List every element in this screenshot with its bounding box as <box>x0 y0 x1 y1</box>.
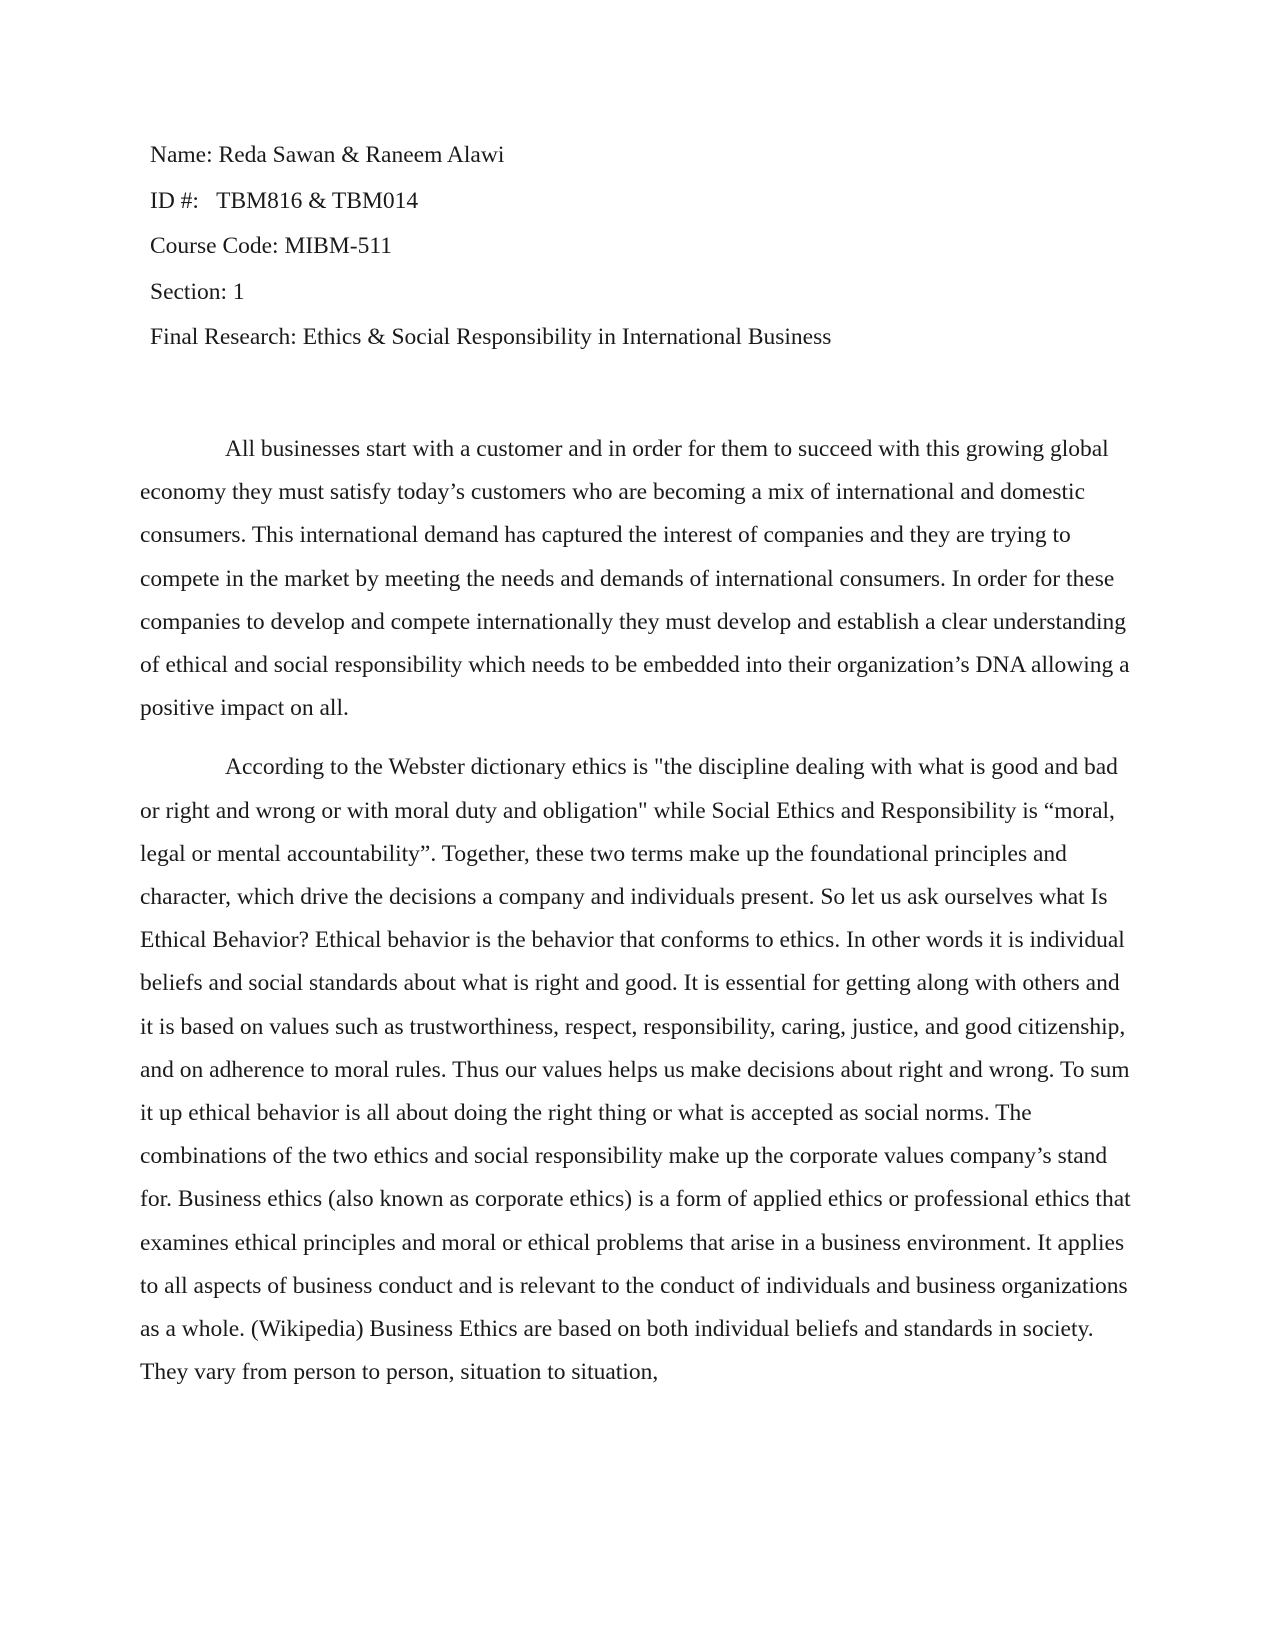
document-body <box>140 428 1133 1410</box>
course-code-line: Course Code: MIBM-511 <box>150 233 392 259</box>
body-paragraph-1: All businesses start with a customer and in order for them to succeed with this growing global economy they must satisfy today’s customers who are becoming a mix of international and domestic consumers. This international demand has captured the interest of companies and they are trying to compete in the market by meeting the needs and demands of international consumers. In order for these companies to develop and compete internationally they must develop and establish a clear understanding of ethical and social responsibility which needs to be embedded into their organization’s DNA allowing a positive impact on all. <box>140 436 1130 722</box>
document-header <box>150 140 1150 368</box>
student-name-line: Name: Reda Sawan & Raneem Alawi <box>150 142 505 168</box>
body-paragraph-2: According to the Webster dictionary ethics is "the discipline dealing with what is good and bad or right and wrong or with moral duty and obligation" while Social Ethics and Responsibility is “moral, legal or mental accountability”. Together, these two terms make up the foundational principles and character, which drive the decisions a company and individuals present. So let us ask ourselves what Is Ethical Behavior? Ethical behavior is the behavior that conforms to ethics. In other words it is individual beliefs and social standards about what is right and good. It is essential for getting along with others and it is based on values such as trustworthiness, respect, responsibility, caring, justice, and good citizenship, and on adherence to moral rules. Thus our values helps us make decisions about right and wrong. To sum it up ethical behavior is all about doing the right thing or what is accepted as social norms. The combinations of the two ethics and social responsibility make up the corporate values company’s stand for. Business ethics (also known as corporate ethics) is a form of applied ethics or professional ethics that examines ethical principles and moral or ethical problems that arise in a business environment. It applies to all aspects of business conduct and is relevant to the conduct of individuals and business organizations as a whole. (Wikipedia) Business Ethics are based on both individual beliefs and standards in society. They vary from person to person, situation to situation, <box>140 754 1131 1386</box>
research-title-line: Final Research: Ethics & Social Responsibility in International Business <box>150 324 832 350</box>
student-id-line: ID #: TBM816 & TBM014 <box>150 187 419 214</box>
section-line: Section: 1 <box>150 278 245 305</box>
